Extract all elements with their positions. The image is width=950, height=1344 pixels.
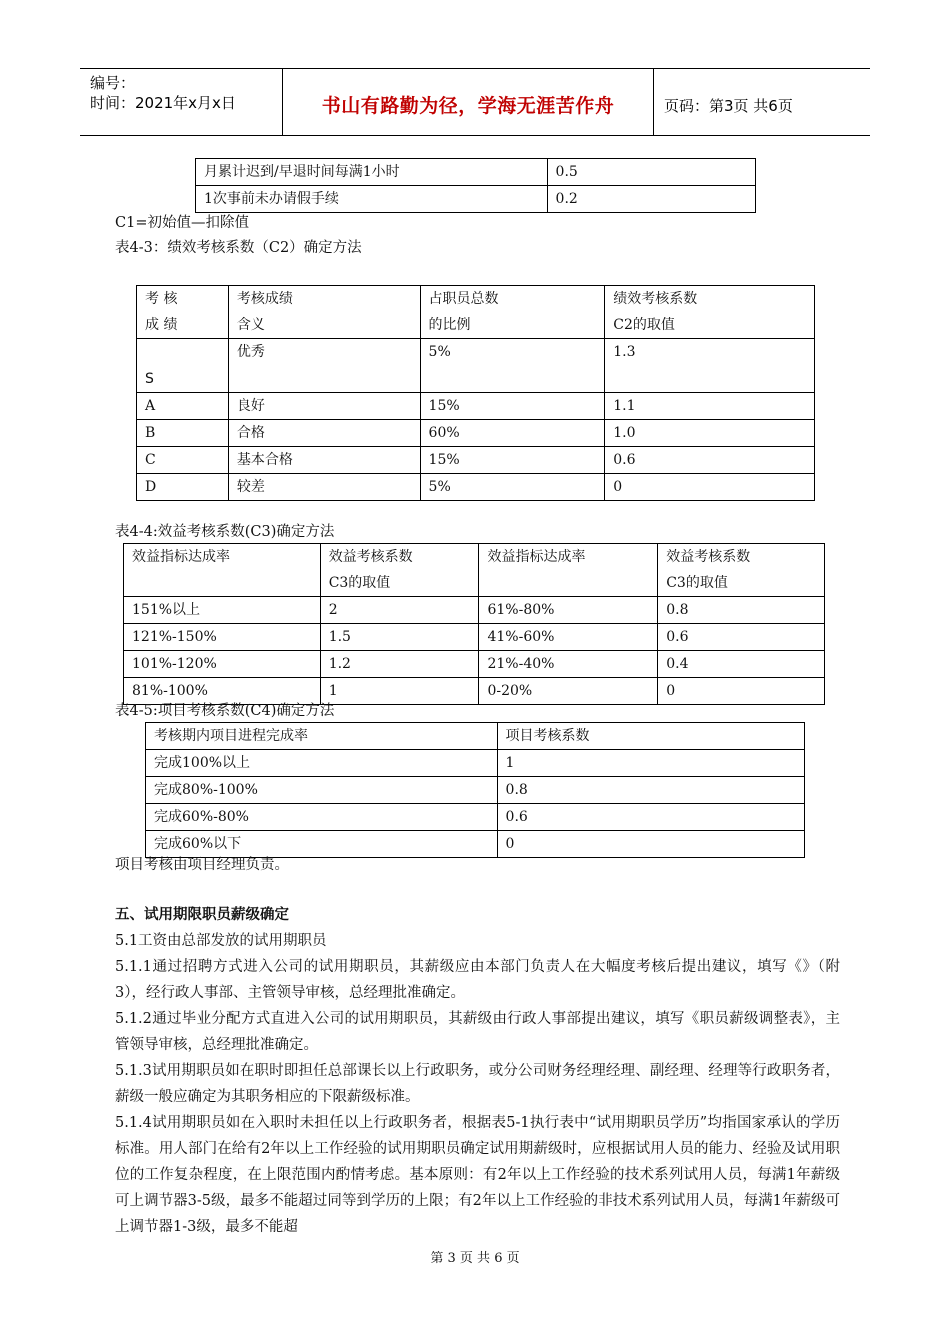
table-cell: 5% (420, 339, 605, 393)
header-line: 效益指标达成率 (487, 549, 586, 565)
table-4-5 (145, 722, 805, 858)
header-line: 绩效考核系数 (613, 291, 698, 307)
table-cell: 合格 (228, 420, 420, 447)
table-row (137, 420, 815, 447)
c1-formula: C1=初始值—扣除值 (115, 215, 249, 231)
table-header-cell (137, 286, 229, 339)
header-motto: 书山有路勤为径，学海无涯苦作舟 (321, 95, 615, 117)
table-cell: 0 (497, 831, 804, 858)
table-row (146, 750, 805, 777)
table-cell: 0.6 (658, 624, 825, 651)
table-header-cell (605, 286, 815, 339)
table-cell: 完成60%-80% (146, 804, 498, 831)
paragraph-5-1-3: 5.1.3试用期职员如在职时即担任总部课长以上行政职务，或分公司财务经理经理、副经理、经理等行政职务者，薪级一般应确定为其职务相应的下限薪级标准。 (115, 1063, 840, 1105)
paragraph-5-1-1: 5.1.1通过招聘方式进入公司的试用期职员，其薪级应由本部门负责人在大幅度考核后提出建议，填写《》（附3），经行政人事部、主管领导审核，总经理批准确定。 (115, 959, 840, 1001)
table-header-cell (124, 544, 321, 597)
table-cell: 月累计迟到/早退时间每满1小时 (196, 159, 548, 186)
table-cell: 完成60%以下 (146, 831, 498, 858)
table-cell: B (137, 420, 229, 447)
table-header-cell (320, 544, 479, 597)
header-page-label: 页码：第3页 共6页 (664, 97, 793, 115)
table-cell: 0 (658, 678, 825, 705)
header-line: 含义 (236, 317, 265, 333)
table-cell: 121%-150% (124, 624, 321, 651)
table-row (124, 597, 825, 624)
table-cell: 优秀 (228, 339, 420, 393)
table-cell: 101%-120% (124, 651, 321, 678)
header-divider-left (282, 68, 283, 136)
table-cell: 0.8 (497, 777, 804, 804)
table-cell: 0.6 (605, 447, 815, 474)
table-row (137, 447, 815, 474)
table-4-4-caption: 表4-4:效益考核系数(C3)确定方法 (115, 524, 335, 540)
table-lateness (195, 158, 756, 213)
table-4-3-caption: 表4-3：绩效考核系数（C2）确定方法 (115, 240, 362, 256)
header-line: 效益考核系数 (328, 549, 413, 565)
header-line: 成 绩 (145, 317, 178, 333)
table-cell: 1.3 (605, 339, 815, 393)
table-cell: 41%-60% (479, 624, 658, 651)
table-cell: 1.0 (605, 420, 815, 447)
header-line: 考核成绩 (236, 291, 293, 307)
paragraph-5-1-4: 5.1.4试用期职员如在入职时未担任以上行政职务者，根据表5-1执行表中“试用期职员学历”均指国家承认的学历标准。用人部门在给有2年以上工作经验的试用期职员确定试用期薪级时，应根据试用人员的能力、经验及试用职位的工作复杂程度，在上限范围内酌情考虑。基本原则：有2年以上工作经验的技术系列试用人员，每满1年薪级可上调节器3-5级，最多不能超过同等到学历的上限；有2年以上工作经验的非技术系列试用人员，每满1年薪级可上调节器1-3级，最多不能超 (115, 1115, 840, 1235)
table-header-cell (420, 286, 605, 339)
header-line: C3的取值 (666, 575, 728, 591)
header-line: 考 核 (145, 291, 178, 307)
table-header-row (146, 723, 805, 750)
table-row (124, 651, 825, 678)
table-cell: 21%-40% (479, 651, 658, 678)
table-cell: 60% (420, 420, 605, 447)
table-cell: 0.5 (547, 159, 755, 186)
table-cell: 2 (320, 597, 479, 624)
table-row (137, 339, 815, 393)
table-cell: 0.8 (658, 597, 825, 624)
header-bottom-rule (80, 135, 870, 136)
table-4-5-caption: 表4-5:项目考核系数(C4)确定方法 (115, 703, 335, 719)
table-cell: 0-20% (479, 678, 658, 705)
table-row (137, 474, 815, 501)
header-top-rule (80, 68, 870, 69)
table-cell: 0.2 (547, 186, 755, 213)
table-row (146, 777, 805, 804)
header-divider-right (653, 68, 654, 136)
header-line: 效益指标达成率 (132, 549, 230, 565)
table-cell: 1.5 (320, 624, 479, 651)
header-line: 占职员总数 (428, 291, 499, 307)
header-line: 效益考核系数 (666, 549, 751, 565)
table-header-cell: 考核期内项目进程完成率 (146, 723, 498, 750)
table-header-cell (658, 544, 825, 597)
paragraph-5-1-2: 5.1.2通过毕业分配方式直进入公司的试用期职员，其薪级由行政人事部提出建议，填写《职员薪级调整表》，主管领导审核，总经理批准确定。 (115, 1011, 840, 1053)
table-cell: 15% (420, 447, 605, 474)
paragraph-5-1: 5.1工资由总部发放的试用期职员 (115, 933, 327, 949)
table-cell: 1次事前未办请假手续 (196, 186, 548, 213)
table-cell: 1.1 (605, 393, 815, 420)
table-cell: 5% (420, 474, 605, 501)
table-cell: 完成80%-100% (146, 777, 498, 804)
table-cell: S (137, 339, 229, 393)
table-cell: 1 (497, 750, 804, 777)
section-5-heading: 五、试用期限职员薪级确定 (115, 907, 289, 923)
header-line: 的比例 (428, 317, 471, 333)
table-cell: 0.4 (658, 651, 825, 678)
table-header-cell: 项目考核系数 (497, 723, 804, 750)
table-header-row (137, 286, 815, 339)
page-footer: 第 3 页 共 6 页 (430, 1251, 520, 1266)
table-row (146, 804, 805, 831)
header-number-label: 编号： (90, 74, 136, 92)
table-header-cell (479, 544, 658, 597)
header-line: C2的取值 (613, 317, 675, 333)
table-cell: 15% (420, 393, 605, 420)
header-date-label: 时间：2021年x月x日 (90, 94, 236, 112)
table-4-4 (123, 543, 825, 705)
table-row (137, 393, 815, 420)
table-cell: 0 (605, 474, 815, 501)
table-cell: 81%-100% (124, 678, 321, 705)
table-cell: A (137, 393, 229, 420)
table-cell: 较差 (228, 474, 420, 501)
table-cell: 良好 (228, 393, 420, 420)
table-header-row (124, 544, 825, 597)
table-cell: C (137, 447, 229, 474)
table-4-3 (136, 285, 815, 501)
table-cell: 0.6 (497, 804, 804, 831)
table-row (124, 624, 825, 651)
table-row (196, 159, 756, 186)
project-note: 项目考核由项目经理负责。 (115, 857, 289, 873)
header-line: C3的取值 (328, 575, 391, 591)
table-row (196, 186, 756, 213)
table-header-cell (228, 286, 420, 339)
table-cell: 151%以上 (124, 597, 321, 624)
table-cell: 61%-80% (479, 597, 658, 624)
table-cell: 1 (320, 678, 479, 705)
table-cell: 1.2 (320, 651, 479, 678)
table-cell: D (137, 474, 229, 501)
table-cell: 基本合格 (228, 447, 420, 474)
table-cell: 完成100%以上 (146, 750, 498, 777)
